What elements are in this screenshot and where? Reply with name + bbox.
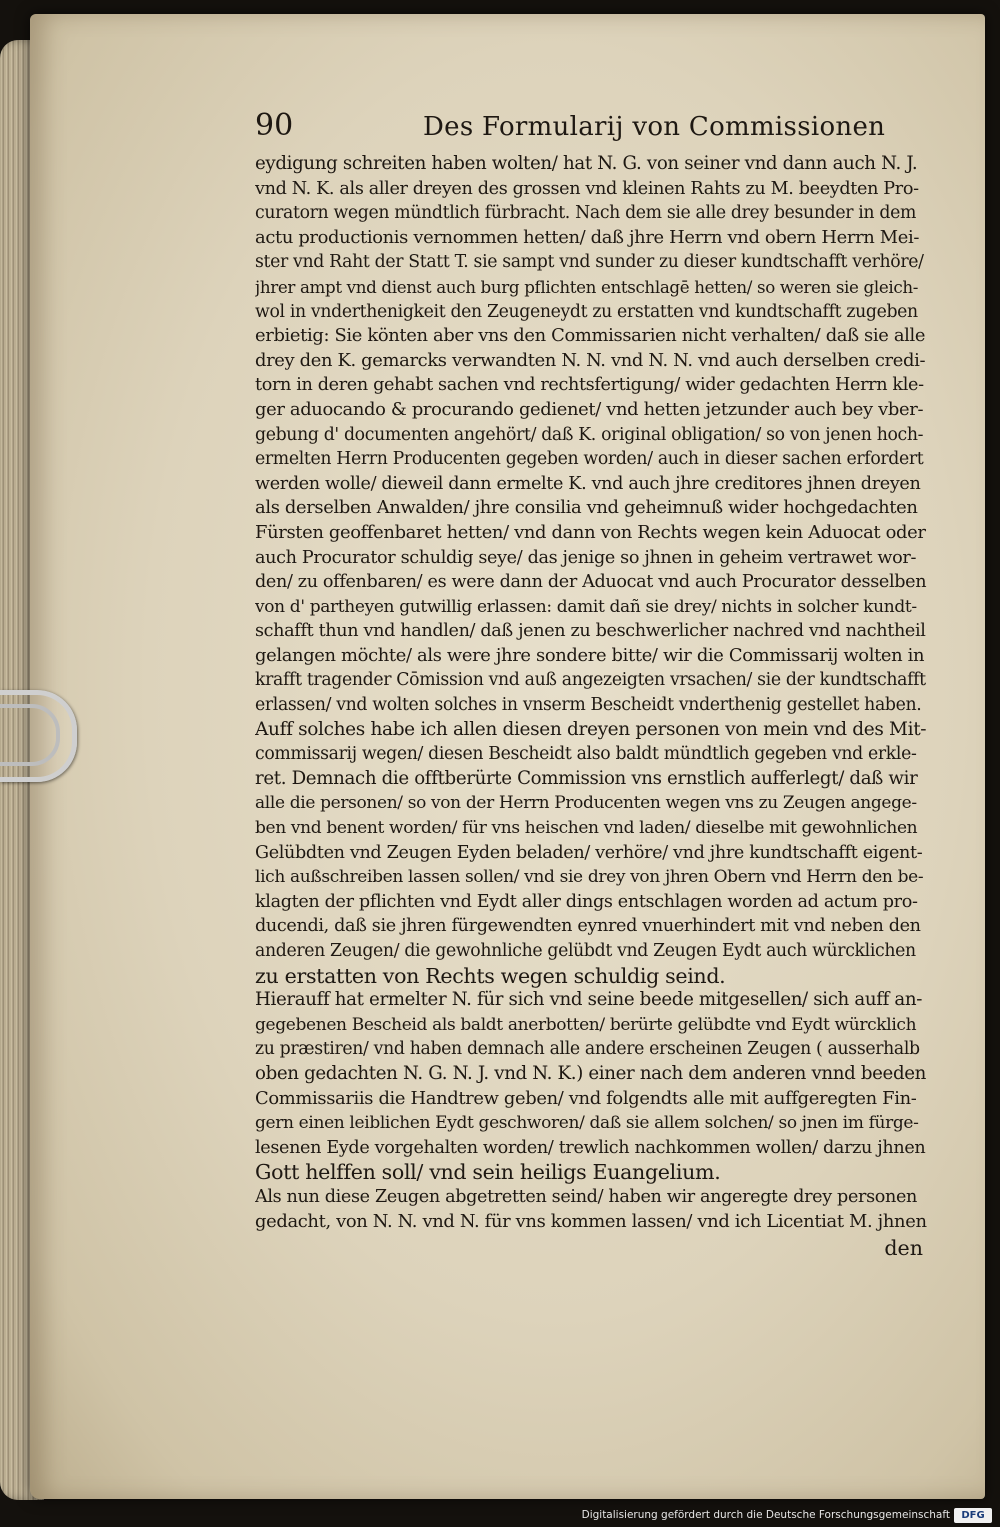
running-head <box>255 108 927 148</box>
text-line: krafft tragender Cōmission vnd auß angezeigten vrsachen/ sie der kundtschafft <box>255 670 926 691</box>
text-line: Hierauff hat ermelter N. für sich vnd seine beede mitgesellen/ sich auff an- <box>255 989 923 1011</box>
text-line: jhrer ampt vnd dienst auch burg pflichten entschlagē hetten/ so weren sie gleich- <box>255 276 919 297</box>
text-line: ster vnd Raht der Statt T. sie sampt vnd sunder zu dieser kundtschafft verhöre/ <box>255 252 924 273</box>
text-line: zu præstiren/ vnd haben demnach alle andere erscheinen Zeugen ( ausserhalb <box>255 1039 920 1060</box>
paper-clip-inner <box>0 704 60 766</box>
text-line: Commissariis die Handtrew geben/ vnd folgendts alle mit auffgeregten Fin- <box>255 1087 917 1109</box>
text-line: torn in deren gehabt sachen vnd rechtsfertigung/ wider gedachten Herrn kle- <box>255 375 924 396</box>
text-line: lesenen Eyde vorgehalten worden/ trewlich nachkommen wollen/ darzu jhnen <box>255 1137 926 1158</box>
text-line: ben vnd benent worden/ für vns heischen vnd laden/ dieselbe mit gewohnlichen <box>255 818 918 839</box>
text-line: ger aduocando & procurando gedienet/ vnd hetten jetzunder auch bey vber- <box>255 398 924 420</box>
credit-text: Digitalisierung gefördert durch die Deutsche Forschungsgemeinschaft <box>581 1509 950 1521</box>
body-text <box>255 152 927 1234</box>
text-line: gern einen leiblichen Eydt geschworen/ daß sie allem solchen/ so jnen im fürge- <box>255 1113 919 1134</box>
text-line: ducendi, daß sie jhren fürgewendten eynred vnuerhindert mit vnd neben den <box>255 916 921 937</box>
catchword: den <box>884 1236 923 1261</box>
text-line: gelangen möchte/ als were jhre sondere bitte/ wir die Commissarij wolten in <box>255 644 925 666</box>
text-line: vnd N. K. als aller dreyen des grossen vnd kleinen Rahts zu M. beeydten Pro- <box>255 178 919 199</box>
text-line: ermelten Herrn Producenten gegeben worden/ auch in dieser sachen erfordert <box>255 449 924 470</box>
page-number: 90 <box>255 108 294 143</box>
text-line: Auff solches habe ich allen diesen dreyen personen von mein vnd des Mit- <box>255 718 927 740</box>
text-line: wol in vnderthenigkeit den Zeugeneydt zu erstatten vnd kundtschafft zugeben <box>255 301 918 322</box>
text-line: zu erstatten von Rechts wegen schuldig seind. <box>255 963 726 988</box>
text-line: Gott helffen soll/ vnd sein heiligs Euangelium. <box>255 1160 721 1185</box>
dfg-logo <box>954 1508 992 1523</box>
text-line: oben gedachten N. G. N. J. vnd N. K.) einer nach dem anderen vnnd beeden <box>255 1062 927 1084</box>
text-line: Gelübdten vnd Zeugen Eyden beladen/ verhöre/ vnd jhre kundtschafft eigent- <box>255 842 923 863</box>
text-line: Als nun diese Zeugen abgetretten seind/ haben wir angeregte drey personen <box>255 1186 918 1207</box>
running-title: Des Formularij von Commissionen <box>423 112 886 142</box>
text-line: Fürsten geoffenbaret hetten/ vnd dann von Rechts wegen kein Aduocat oder <box>255 521 926 543</box>
text-block <box>255 108 927 1260</box>
text-line: schafft thun vnd handlen/ daß jenen zu beschwerlicher nachred vnd nachtheil <box>255 621 926 642</box>
digitization-credit <box>582 1509 950 1521</box>
text-line: eydigung schreiten haben wolten/ hat N. G. von seiner vnd dann auch N. J. <box>255 153 918 174</box>
text-line: alle die personen/ so von der Herrn Producenten wegen vns zu Zeugen angege- <box>255 793 917 814</box>
text-line: als derselben Anwalden/ jhre consilia vnd geheimnuß wider hochgedachten <box>255 497 918 519</box>
text-line: gebung d' documenten angehört/ daß K. original obligation/ so von jenen hoch- <box>255 424 924 445</box>
text-line: auch Procurator schuldig seye/ das jenige so jhnen in geheim vertrawet wor- <box>255 547 917 568</box>
text-line: erbietig: Sie könten aber vns den Commissarien nicht verhalten/ daß sie alle <box>255 325 926 347</box>
text-line: klagten der pflichten vnd Eydt aller dings entschlagen worden ad actum pro- <box>255 891 918 912</box>
text-line: erlassen/ vnd wolten solches in vnserm Bescheidt vnderthenig gestellet haben. <box>255 695 922 716</box>
text-line: drey den K. gemarcks verwandten N. N. vnd N. N. vnd auch derselben credi- <box>255 349 926 371</box>
text-line: commissarij wegen/ diesen Bescheidt also baldt mündtlich gegeben vnd erkle- <box>255 744 917 765</box>
text-line: gedacht, von N. N. vnd N. für vns kommen lassen/ vnd ich Licentiat M. jhnen <box>255 1210 927 1232</box>
catchword-row <box>255 1236 927 1260</box>
text-line: anderen Zeugen/ die gewohnliche gelübdt vnd Zeugen Eydt auch würcklichen <box>255 941 916 961</box>
text-line: von d' partheyen gutwillig erlassen: damit dañ sie drey/ nichts in solcher kundt- <box>255 596 917 617</box>
text-line: curatorn wegen mündtlich fürbracht. Nach dem sie alle drey besunder in dem <box>255 203 916 224</box>
text-line: werden wolle/ dieweil dann ermelte K. vnd auch jhre creditores jhnen dreyen <box>255 473 921 494</box>
text-line: gegebenen Bescheid als baldt anerbotten/ berürte gelübdte vnd Eydt würcklich <box>255 1014 917 1035</box>
text-line: lich außschreiben lassen sollen/ vnd sie drey von jhren Obern vnd Herrn den be- <box>255 867 924 888</box>
text-line: ret. Demnach die offtberürte Commission vns ernstlich aufferlegt/ daß wir <box>255 767 918 789</box>
text-line: actu productionis vernommen hetten/ daß jhre Herrn vnd obern Herrn Mei- <box>255 226 920 248</box>
text-line: den/ zu offenbaren/ es were dann der Aduocat vnd auch Procurator desselben <box>255 572 927 593</box>
dfg-logo-text: DFG <box>961 1510 985 1521</box>
